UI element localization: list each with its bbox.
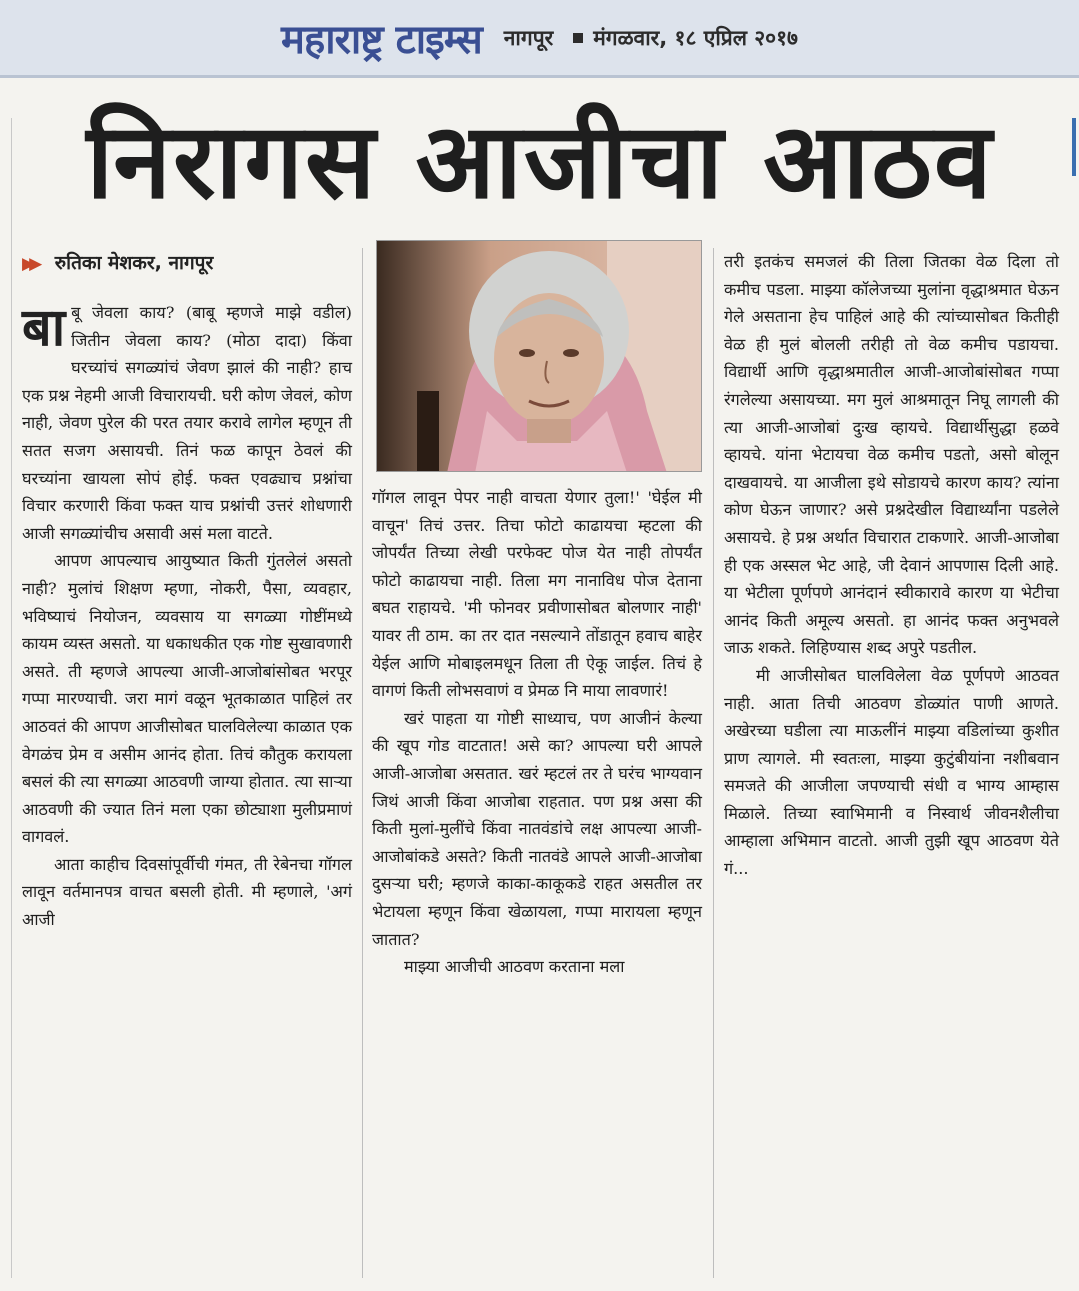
article-paragraph: तरी इतकंच समजलं की तिला जितका वेळ दिला तो कमीच पडला. माझ्या कॉलेजच्या मुलांना वृद्धाश्रमात घेऊन गेले असताना हेच पाहिलं आहे की त्यांच्यासोबत कितीही वेळ ही मुलं बोलली तरीही तो वेळ कमीच पडायचा. विद्यार्थी आणि वृद्धाश्रमातील आजी-आजोबांसोबत गप्पा रंगलेल्या असायच्या. मग मुलं आश्रमातून निघू लागली की त्या आजी-आजोबां दुःख व्हायचे. विद्यार्थीसुद्धा हळवे व्हायचे. यांना भेटायचा वेळ कमीच पडतो, असो बोलून दाखवायचे. या आजीला इथे सोडायचे कारण काय? त्यांना कोण घेऊन जाणार? असे प्रश्नदेखील विद्यार्थ्यांना पडलेले असायचे. हे प्रश्न अर्थात विचारात टाकणारे. आजी-आजोबा ही एक अस्सल भेट आहे, जी देवानं आपणास दिली आहे. या भेटीला पूर्णपणे आनंदानं स्वीकारावे कारण या भेटीचा आनंद किती अमूल्य असतो. हा आनंद फक्त अनुभवले जाऊ शकते. लिहिण्यास शब्द अपुरे पडतील. bbox=[724, 252, 1059, 658]
square-bullet-icon bbox=[573, 33, 583, 43]
portrait-illustration bbox=[377, 241, 702, 472]
headline: निरागस आजीचा आठव bbox=[86, 100, 994, 222]
byline bbox=[22, 248, 352, 279]
article-paragraph: माझ्या आजीची आठवण करताना मला bbox=[404, 957, 625, 977]
column-divider bbox=[362, 248, 363, 1278]
article-column-2 bbox=[372, 484, 702, 981]
drop-cap: बा bbox=[22, 298, 66, 358]
page-edge-marker bbox=[1072, 118, 1076, 176]
masthead-city: नागपूर bbox=[503, 25, 554, 50]
double-chevron-right-icon: ▶▶ bbox=[22, 254, 37, 274]
article-paragraph: गॉगल लावून पेपर नाही वाचता येणार तुला!' 'घेईल मी वाचून' तिचं उत्तर. तिचा फोटो काढायचा म्हटला की जोपर्यंत तिच्या लेखी परफेक्ट पोज येत नाही तोपर्यंत फोटो काढायचा नाही. तिला मग नानाविध पोज देताना बघत राहायचे. 'मी फोनवर प्रवीणासोबत बोलणार नाही' यावर ती ठाम. का तर दात नसल्याने तोंडातून हवाच बाहेर येईल आणि मोबाइलमधून तिला ती ऐकू जाईल. तिचं हे वागणं किती लोभसवाणं व प्रेमळ नि माया लावणारं! bbox=[372, 488, 702, 701]
article-paragraph: आपण आपल्याच आयुष्यात किती गुंतलेलं असतो नाही? मुलांचं शिक्षण म्हणा, नोकरी, पैसा, व्यवहार, भविष्याचं नियोजन, व्यवसाय या सगळ्या गोष्टींमध्ये कायम व्यस्त असतो. या धकाधकीत एक गोष्ट सुखावणारी असते. ती म्हणजे आपल्या आजी-आजोबांसोबत भरपूर गप्पा मारण्याची. जरा मागं वळून भूतकाळात पाहिलं तर आठवतं की आपण आजीसोबत घालविलेल्या काळात एक वेगळंच प्रेम व असीम आनंद होता. तिचं कौतुक करायला बसलं की त्या सगळ्या आठवणी जाग्या होतात. त्या साऱ्या आठवणी की ज्यात तिनं मला एका छोट्याशा मुलीप्रमाणं वागवलं. bbox=[22, 551, 352, 847]
masthead-date: मंगळवार, १८ एप्रिल २०१७ bbox=[593, 25, 798, 50]
article-paragraph: मी आजीसोबत घालविलेला वेळ पूर्णपणे आठवत नाही. आता तिची आठवण डोळ्यांत पाणी आणते. अखेरच्या घडीला त्या माऊलींनं माझ्या वडिलांच्या कुशीत प्राण त्यागले. मी स्वतःला, माझ्या कुटुंबीयांना नशीबवान समजते की आजीला जपण्याची संधी व भाग्य आम्हास मिळाले. तिच्या स्वाभिमानी व निस्वार्थ जीवनशैलीचा आम्हाला अभिमान वाटतो. आजी तुझी खूप आठवण येते गं... bbox=[724, 665, 1059, 879]
newspaper-brand: महाराष्ट्र टाइम्स bbox=[281, 17, 482, 63]
paragraph-text: बू जेवला काय? (बाबू म्हणजे माझे वडील) जितीन जेवला काय? (मोठा दादा) किंवा घरच्यांचं सगळ्यांचं जेवण झालं की नाही? हाच एक प्रश्न नेहमी आजी विचारायची. घरी कोण जेवलं, कोण नाही, जेवण पुरेल की परत तयार करावे लागेल म्हणून ती सतत सजग असायची. तिनं फळ कापून ठेवलं की घरच्यांना खायला सोपं होई. फक्त एवढ्याच प्रश्नांचा विचार करणारी किंवा फक्त याच प्रश्नांची उत्तरं शोधणारी आजी सगळ्यांचीच असावी असं मला वाटते. bbox=[22, 303, 352, 543]
article-column-3 bbox=[724, 248, 1059, 883]
article-paragraph: आता काहीच दिवसांपूर्वीची गंमत, ती रेबेनचा गॉगल लावून वर्तमानपत्र वाचत बसली होती. मी म्हणाले, 'अगं आजी bbox=[22, 854, 352, 930]
byline-author: रुतिका मेशकर, नागपूर bbox=[54, 252, 214, 274]
elderly-woman-portrait-photo bbox=[376, 240, 702, 472]
article-paragraph bbox=[22, 299, 352, 547]
column-divider bbox=[713, 248, 714, 1278]
masthead bbox=[0, 0, 1079, 78]
article-column-1 bbox=[22, 248, 352, 934]
page-margin-rule bbox=[11, 118, 12, 1278]
article-paragraph: खरं पाहता या गोष्टी साध्याच, पण आजीनं केल्या की खूप गोड वाटतात! असे का? आपल्या घरी आपले आजी-आजोबा असतात. खरं म्हटलं तर ते घरंच भाग्यवान जिथं आजी किंवा आजोबा राहतात. पण प्रश्न असा की किती मुलां-मुलींचे किंवा नातवंडांचे लक्ष आपल्या आजी-आजोबांकडे असते? किती नातवंडे आपले आजी-आजोबा दुसऱ्या घरी; म्हणजे काका-काकूकडे राहत असतील तर भेटायला म्हणून किंवा खेळायला, गप्पा मारायला म्हणून जातात? bbox=[372, 708, 702, 949]
